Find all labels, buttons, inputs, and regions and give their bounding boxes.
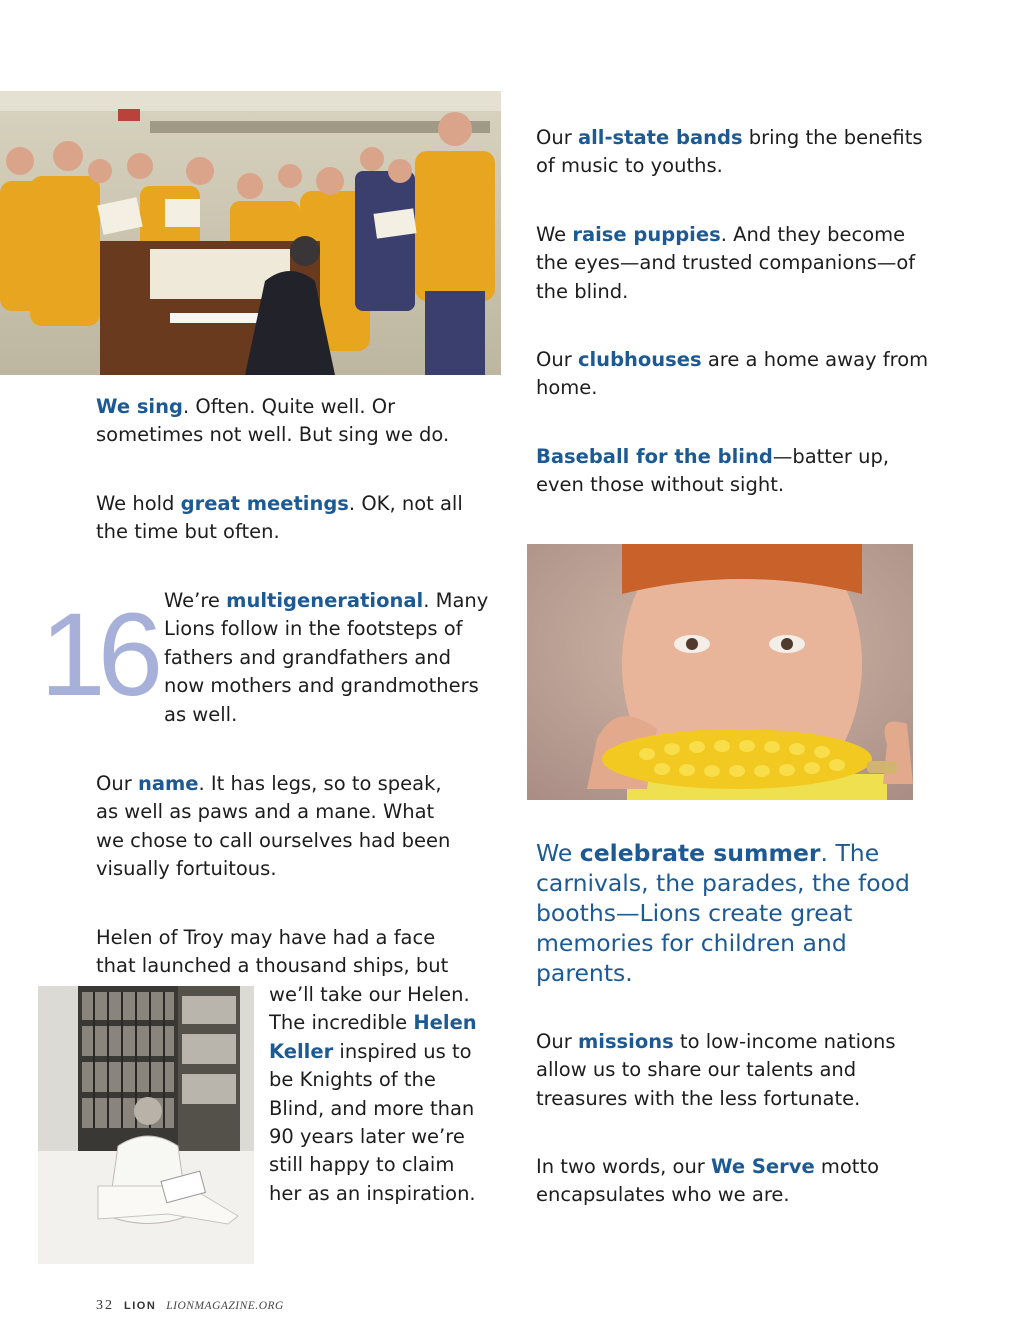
missions-lead: Our xyxy=(536,1030,578,1053)
we-serve-paragraph xyxy=(536,1153,936,1210)
clubhouses-text: are a home away from home. xyxy=(536,348,929,400)
celebrate-summer-highlight: celebrate summer xyxy=(579,839,821,867)
multigenerational-lead: We’re xyxy=(164,589,227,612)
we-serve-lead: In two words, our xyxy=(536,1155,712,1178)
clubhouses-highlight: clubhouses xyxy=(577,348,702,371)
celebrate-summer-pullquote xyxy=(536,838,916,988)
magazine-name: LION xyxy=(124,1300,157,1312)
page-number: 32 xyxy=(96,1298,114,1313)
great-meetings-lead: We hold xyxy=(96,492,181,515)
multigenerational-paragraph xyxy=(164,587,494,729)
helen-keller-highlight: Helen Keller xyxy=(269,1011,477,1063)
helen-keller-photo xyxy=(38,986,254,1264)
missions-paragraph xyxy=(536,1028,936,1113)
raise-puppies-lead: We xyxy=(536,223,573,246)
name-paragraph xyxy=(96,770,466,884)
page-footer xyxy=(96,1298,284,1314)
helen-keller-lead: we’ll take our Helen. The incredible xyxy=(269,983,470,1035)
we-sing-paragraph xyxy=(96,393,496,450)
raise-puppies-highlight: raise puppies xyxy=(572,223,721,246)
helen-keller-text: inspired us to be Knights of the Blind, and more than 90 years later we’re still happy to claim her as an inspiration. xyxy=(269,1039,476,1205)
great-meetings-text: . OK, not all the time but often. xyxy=(96,492,463,544)
great-meetings-paragraph xyxy=(96,490,496,547)
helen-keller-paragraph xyxy=(269,981,491,1208)
multigenerational-highlight: multigenerational xyxy=(226,589,424,612)
all-state-bands-text: bring the benefits of music to youths. xyxy=(536,126,923,178)
choir-photo xyxy=(0,91,501,375)
celebrate-summer-lead: We xyxy=(536,839,580,867)
raise-puppies-paragraph xyxy=(536,221,936,306)
item-number: 16 xyxy=(40,589,156,721)
clubhouses-lead: Our xyxy=(536,348,578,371)
baseball-text: —batter up, even those without sight. xyxy=(536,445,890,497)
we-serve-text: motto encapsulates who we are. xyxy=(536,1155,880,1207)
corn-photo xyxy=(527,544,913,800)
missions-highlight: missions xyxy=(577,1030,674,1053)
missions-text: to low-income nations allow us to share our talents and treasures with the less fortunate. xyxy=(536,1030,896,1110)
helen-of-troy-line-2: that launched a thousand ships, but xyxy=(96,954,449,977)
we-sing-text: . Often. Quite well. Or sometimes not well. But sing we do. xyxy=(96,395,450,447)
name-highlight: name xyxy=(137,772,199,795)
we-serve-highlight: We Serve xyxy=(711,1155,815,1178)
baseball-paragraph xyxy=(536,443,936,500)
all-state-bands-lead: Our xyxy=(536,126,578,149)
baseball-highlight: Baseball for the blind xyxy=(536,445,773,468)
helen-of-troy-line-1: Helen of Troy may have had a face xyxy=(96,926,436,949)
we-sing-highlight: We sing xyxy=(96,395,183,418)
magazine-url: LIONMAGAZINE.ORG xyxy=(166,1300,284,1312)
great-meetings-highlight: great meetings xyxy=(180,492,349,515)
multigenerational-text: . Many Lions follow in the footsteps of fathers and grandfathers and now mothers and grandmothers as well. xyxy=(164,589,489,726)
all-state-bands-highlight: all-state bands xyxy=(577,126,743,149)
name-lead: Our xyxy=(96,772,138,795)
name-text: . It has legs, so to speak, as well as paws and a mane. What we chose to call ourselves had been visually fortuitous. xyxy=(96,772,451,881)
celebrate-summer-text: . The carnivals, the parades, the food booths—Lions create great memories for children and parents. xyxy=(536,839,910,987)
clubhouses-paragraph xyxy=(536,346,936,403)
all-state-bands-paragraph xyxy=(536,124,936,181)
raise-puppies-text: . And they become the eyes—and trusted companions—of the blind. xyxy=(536,223,916,303)
